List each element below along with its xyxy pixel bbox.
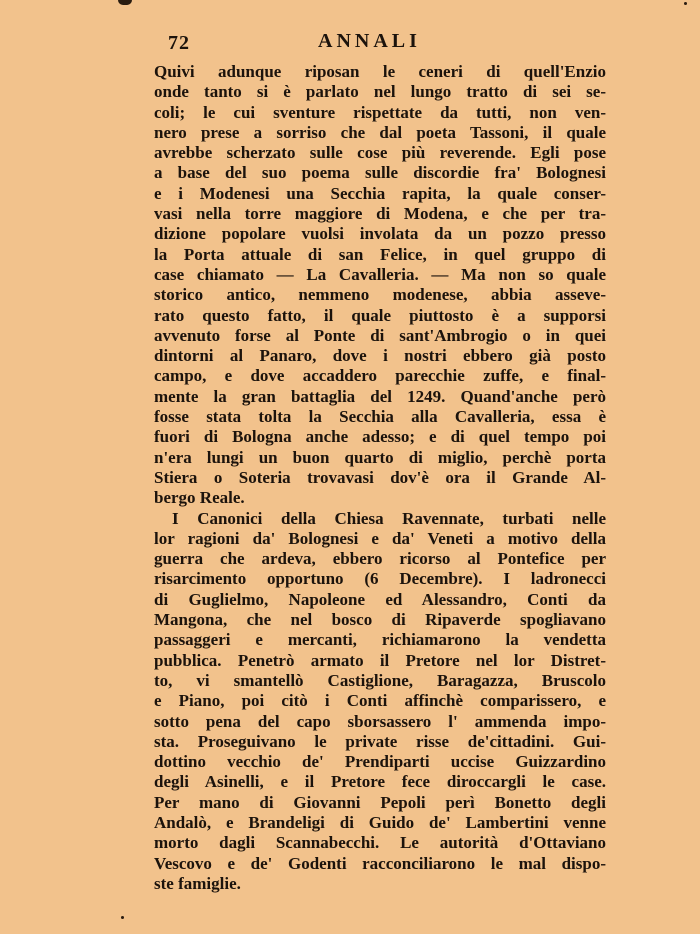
text-line: la Porta attuale di san Felice, in quel gruppo di — [154, 244, 606, 264]
text-line: Quivi adunque riposan le ceneri di quell'Enzio — [154, 62, 606, 81]
text-line: ste famiglie. — [154, 873, 241, 893]
text-line: I Canonici della Chiesa Ravennate, turbati nelle — [172, 508, 606, 528]
text-line: guerra che ardeva, ebbero ricorso al Pontefice per — [154, 549, 606, 569]
text-line: to, vi smantellò Castiglione, Baragazza, Bruscolo — [154, 670, 606, 690]
text-line: fuori di Bologna anche adesso; e di quel tempo poi — [154, 427, 606, 447]
page-header — [168, 30, 608, 54]
text-line: Mangona, che nel bosco di Ripaverde spogliavano — [154, 610, 606, 630]
ink-speck — [121, 916, 124, 919]
text-line: di Guglielmo, Napoleone ed Alessandro, Conti da — [154, 589, 606, 609]
text-line: sotto pena del capo sborsassero l' ammenda impo- — [154, 711, 606, 731]
text-line: fosse stata tolta la Secchia alla Cavalleria, essa è — [154, 407, 606, 427]
text-line: avvenuto forse al Ponte di sant'Ambrogio o in quei — [154, 325, 606, 345]
text-line: onde tanto si è parlato nel lungo tratto di sei se- — [154, 82, 606, 102]
text-line: n'era lungi un buon quarto di miglio, perchè porta — [154, 447, 606, 467]
text-line: morto dagli Scannabecchi. Le autorità d'Ottaviano — [154, 833, 606, 853]
text-line: e i Modenesi una Secchia rapita, la quale conser- — [154, 183, 606, 203]
text-line: sta. Proseguivano le private risse de'cittadini. Gui- — [154, 731, 606, 751]
text-line: degli Asinelli, e il Pretore fece diroccargli le case. — [154, 772, 606, 792]
text-line: e Piano, poi citò i Conti affinchè comparissero, e — [154, 691, 606, 711]
text-line: bergo Reale. — [154, 488, 245, 508]
text-line: storico antico, nemmeno modenese, abbia asseve- — [154, 285, 606, 305]
text-line: dintorni al Panaro, dove i nostri ebbero già posto — [154, 346, 606, 366]
text-line: lor ragioni da' Bolognesi e da' Veneti a motivo della — [154, 528, 606, 548]
text-line: dizione popolare vuolsi involata da un pozzo presso — [154, 224, 606, 244]
text-line: Andalò, e Brandeligi di Guido de' Lambertini venne — [154, 812, 606, 832]
text-line: pubblica. Penetrò armato il Pretore nel lor Distret- — [154, 650, 606, 670]
text-line: Stiera o Soteria trovavasi dov'è ora il Grande Al- — [154, 467, 606, 487]
text-line: vasi nella torre maggiore di Modena, e che per tra- — [154, 204, 606, 224]
text-line: case chiamato — La Cavalleria. — Ma non so quale — [154, 264, 606, 284]
ink-speck — [684, 2, 687, 5]
text-line: risarcimento opportuno (6 Decembre). I ladronecci — [154, 569, 606, 589]
text-line: passaggeri e mercanti, richiamarono la vendetta — [154, 630, 606, 650]
text-line: Per mano di Giovanni Pepoli perì Bonetto degli — [154, 792, 606, 812]
ink-blot — [118, 0, 132, 5]
text-line: mente la gran battaglia del 1249. Quand'anche però — [154, 386, 606, 406]
text-line: a base del suo poema sulle discordie fra' Bolognesi — [154, 163, 606, 183]
text-line: nero prese a sorriso che dal poeta Tassoni, il quale — [154, 122, 606, 142]
running-head: ANNALI — [318, 30, 421, 52]
text-line: rato questo fatto, il quale piuttosto è a supporsi — [154, 305, 606, 325]
text-line: avrebbe scherzato sulle cose più reverende. Egli pose — [154, 143, 606, 163]
text-line: campo, e dove accaddero parecchie zuffe, e final- — [154, 366, 606, 386]
text-line: Vescovo e de' Godenti racconciliarono le mal dispo- — [154, 853, 606, 873]
text-line: dottino vecchio de' Prendiparti uccise Guizzardino — [154, 752, 606, 772]
page-number: 72 — [168, 32, 190, 54]
body-text — [154, 62, 606, 894]
text-line: coli; le cui sventure rispettate da tutti, non ven- — [154, 102, 606, 122]
